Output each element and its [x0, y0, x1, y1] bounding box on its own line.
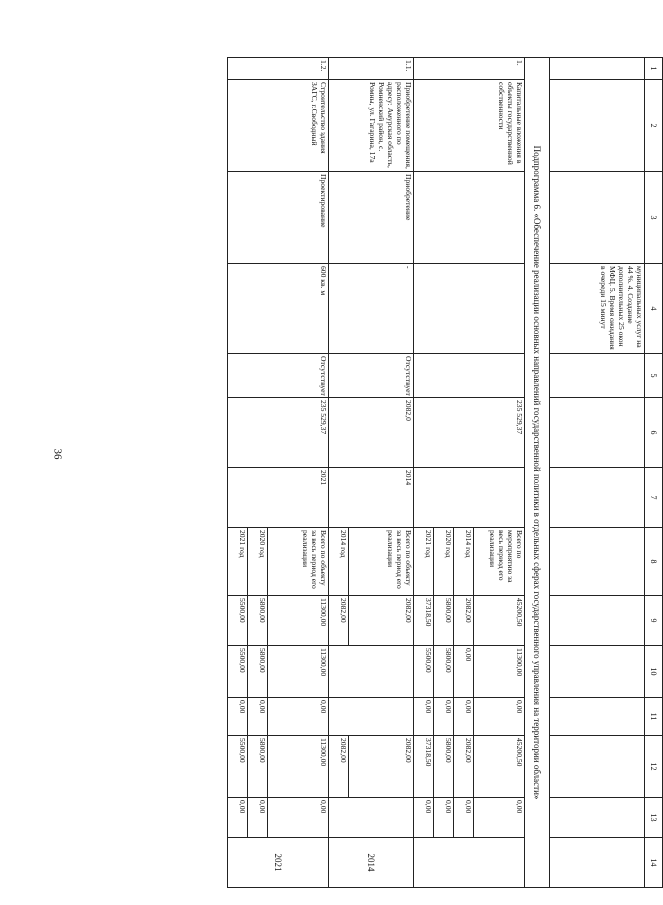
section1-year-label: 2014 год: [454, 528, 474, 596]
item11-capacity: -: [329, 264, 414, 354]
item11-year-label: 2014 год: [329, 528, 349, 596]
section1-2014-c11: 0,00: [454, 698, 474, 736]
item11-2014-c9: 2082,00: [329, 596, 349, 646]
item11-design-doc: Отсутствует: [329, 354, 414, 398]
section1-2021-c9: 37318,50: [414, 596, 434, 646]
subprogram-row: [525, 58, 550, 888]
section1-2020-c9: 5800,00: [434, 596, 454, 646]
section1-total-c10: 11300,00: [474, 646, 525, 698]
item12-total-c13: 0,00: [268, 798, 329, 838]
section1-2014-c13: 0,00: [454, 798, 474, 838]
section1-2014-c10: 0,00: [454, 646, 474, 698]
col-num-2: 2: [645, 80, 663, 172]
section1-num: 1.: [414, 58, 525, 80]
item12-2020-c11: 0,00: [248, 698, 268, 736]
section1-2014-c12: 2082,00: [454, 736, 474, 798]
item12-total-c11: 0,00: [268, 698, 329, 736]
section1-2021-c12: 37318,50: [414, 736, 434, 798]
section1-2021-c13: 0,00: [414, 798, 434, 838]
item11-period-label: Всего по объекту за весь период его реализации: [349, 528, 414, 596]
col-num-5: 5: [645, 354, 663, 398]
item11-total-c12: 2082,00: [349, 736, 414, 798]
item12-row-total: [268, 58, 329, 888]
item12-2020-c9: 5800,00: [248, 596, 268, 646]
col-num-4: 4: [645, 264, 663, 354]
item11-period: 2014: [329, 468, 414, 528]
item11-num: 1.1.: [329, 58, 414, 80]
item12-design-doc: Отсутствует: [228, 354, 329, 398]
col-num-6: 6: [645, 398, 663, 468]
section1-2014-c9: 2082,00: [454, 596, 474, 646]
section1-row-total: [474, 58, 525, 888]
col-num-9: 9: [645, 596, 663, 646]
item12-work-type: Проектирование: [228, 172, 329, 264]
page-number: 36: [51, 448, 64, 460]
section1-name: Капитальные вложения в объекты государственной собственности: [414, 80, 525, 172]
item11-cost: 2082,0: [329, 398, 414, 468]
item12-total-c9: 11300,00: [268, 596, 329, 646]
item12-cost: 235 529,37: [228, 398, 329, 468]
item12-total-c10: 11300,00: [268, 646, 329, 698]
continuation-row: [550, 58, 645, 888]
item12-commission-year: 2021: [228, 838, 329, 888]
section1-2021-c10: 5500,00: [414, 646, 434, 698]
rotated-table-container: [115, 57, 663, 887]
item12-year-label: 2021 год: [228, 528, 248, 596]
item12-period-label: Всего по объекту за весь период его реализации: [268, 528, 329, 596]
col-num-3: 3: [645, 172, 663, 264]
col-num-13: 13: [645, 798, 663, 838]
item11-total-c9: 2082,00: [349, 596, 414, 646]
col-num-10: 10: [645, 646, 663, 698]
item12-2021-c9: 5500,00: [228, 596, 248, 646]
col-num-12: 12: [645, 736, 663, 798]
item12-num: 1.2.: [228, 58, 329, 80]
item12-2021-c11: 0,00: [228, 698, 248, 736]
section1-total-c11: 0,00: [474, 698, 525, 736]
item11-work-type: Приобретение: [329, 172, 414, 264]
section1-year-label: 2021 год: [414, 528, 434, 596]
col-num-14: 14: [645, 838, 663, 888]
section1-2020-c10: 5800,00: [434, 646, 454, 698]
item12-2020-c13: 0,00: [248, 798, 268, 838]
item11-name: Приобретение помещения, расположенного по адресу: Амурская область, Ромненский район, с. Ромны, ул. Гагарина, 17а: [329, 80, 414, 172]
col-num-8: 8: [645, 528, 663, 596]
section1-total-c9: 45200,50: [474, 596, 525, 646]
budget-table: [227, 57, 663, 888]
column-number-row: [645, 58, 663, 888]
item12-capacity: 600 кв. м: [228, 264, 329, 354]
col-num-1: 1: [645, 58, 663, 80]
section1-2020-c12: 5800,00: [434, 736, 454, 798]
item12-2020-c12: 5800,00: [248, 736, 268, 798]
section1-2020-c11: 0,00: [434, 698, 454, 736]
section1-period-label: Всего по мероприятию за весь период его реализации: [474, 528, 525, 596]
item12-2020-c10: 5800,00: [248, 646, 268, 698]
item12-total-c12: 11300,00: [268, 736, 329, 798]
item12-name: Строительство здания ЗАГС, г.Свободный: [228, 80, 329, 172]
item11-2014-c12: 2082,00: [329, 736, 349, 798]
continuation-result-text: муниципальных услуг на 44 %. 4. Создание дополнительных 25 окон МФЦ. 5. Время ожидания в очереди 15 минут: [550, 264, 645, 354]
subprogram-title: Подпрограмма 6. «Обеспечение реализации основных направлений государственной политики в отдельных сферах государственного управления на территории области»: [525, 58, 550, 888]
col-num-11: 11: [645, 698, 663, 736]
item11-commission-year: 2014: [329, 838, 414, 888]
item12-year-label: 2020 год: [248, 528, 268, 596]
item11-row-total: [349, 58, 414, 888]
section1-total-c12: 45200,50: [474, 736, 525, 798]
section1-cost: 235 529,37: [414, 398, 525, 468]
item12-2021-c13: 0,00: [228, 798, 248, 838]
section1-total-c13: 0,00: [474, 798, 525, 838]
item12-2021-c12: 5500,00: [228, 736, 248, 798]
section1-2021-c11: 0,00: [414, 698, 434, 736]
item12-period: 2021: [228, 468, 329, 528]
section1-year-label: 2020 год: [434, 528, 454, 596]
section1-2020-c13: 0,00: [434, 798, 454, 838]
item12-2021-c10: 5500,00: [228, 646, 248, 698]
col-num-7: 7: [645, 468, 663, 528]
